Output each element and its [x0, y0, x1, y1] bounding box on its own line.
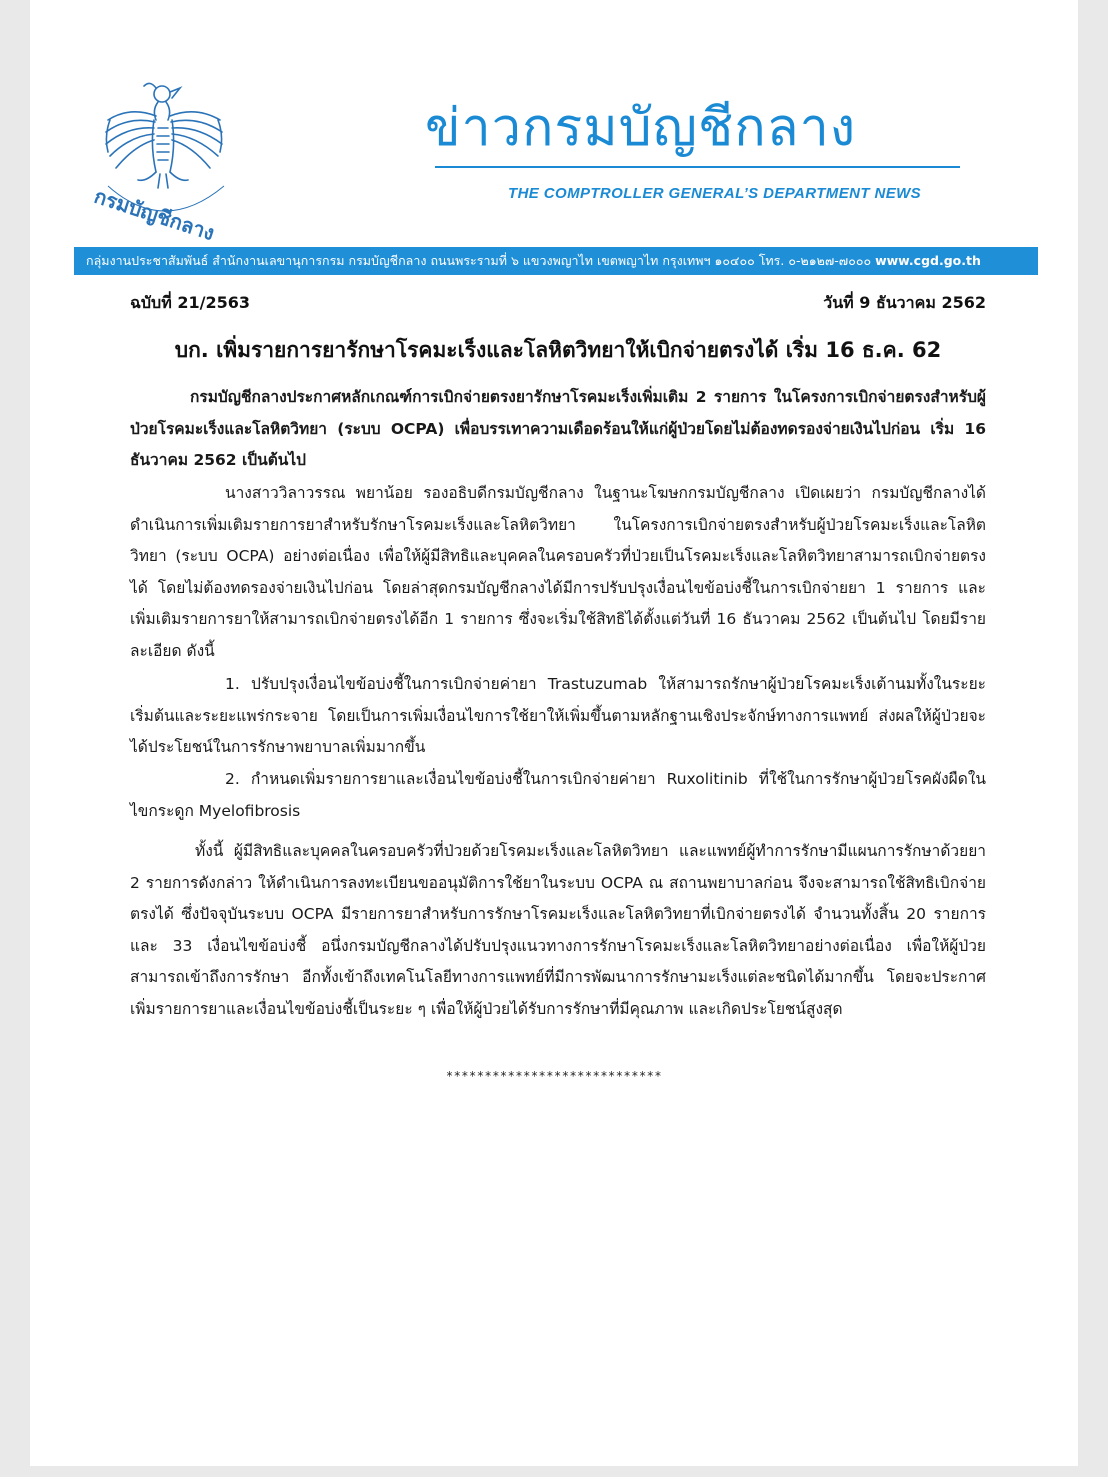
issue-date: วันที่ 9 ธันวาคม 2562	[823, 293, 986, 312]
logo-caption: กรมบัญชีกลาง	[91, 183, 218, 246]
end-marker: ****************************	[445, 1069, 663, 1083]
website-link[interactable]: www.cgd.go.th	[875, 253, 981, 268]
contact-info-bar	[74, 247, 1038, 275]
list-item-trastuzumab: 1. ปรับปรุงเงื่อนไขข้อบ่งชี้ในการเบิกจ่ายค่ายา Trastuzumab ให้สามารถรักษาผู้ป่วยโรคมะเร็งเต้านมทั้งในระยะเริ่มต้นและระยะแพร่กระจาย โดยเป็นการเพิ่มเงื่อนไขการใช้ยาให้เพิ่มขึ้นตามหลักฐานเชิงประจักษ์ทางการแพทย์ ส่งผลให้ผู้ป่วยจะได้ประโยชน์ในการรักษาพยาบาลเพิ่มมากขึ้น	[130, 675, 986, 756]
news-headline: บก. เพิ่มรายการยารักษาโรคมะเร็งและโลหิตวิทยาให้เบิกจ่ายตรงได้ เริ่ม 16 ธ.ค. 62	[174, 338, 942, 362]
issue-date-row	[130, 290, 986, 316]
closing-paragraph: ทั้งนี้ ผู้มีสิทธิและบุคคลในครอบครัวที่ป่วยด้วยโรคมะเร็งและโลหิตวิทยา และแพทย์ผู้ทำการรักษามีแผนการรักษาด้วยยา 2 รายการดังกล่าว ให้ดำเนินการลงทะเบียนขออนุมัติการใช้ยาในระบบ OCPA ณ สถานพยาบาลก่อน จึงจะสามารถใช้สิทธิเบิกจ่ายตรงได้ ซึ่งปัจจุบันระบบ OCPA มีรายการยาสำหรับการรักษาโรคมะเร็งและโลหิตวิทยาที่เบิกจ่ายตรงได้ จำนวนทั้งสิ้น 20 รายการ และ 33 เงื่อนไขข้อบ่งชี้ อนึ่งกรมบัญชีกลางได้ปรับปรุงแนวทางการรักษาโรคมะเร็งและโลหิตวิทยาอย่างต่อเนื่อง เพื่อให้ผู้ป่วยสามารถเข้าถึงการรักษา อีกทั้งเข้าถึงเทคโนโลยีทางการแพทย์ที่มีการพัฒนาการรักษามะเร็งแต่ละชนิดได้มากขึ้น โดยจะประกาศเพิ่มรายการยาและเงื่อนไขข้อบ่งชี้เป็นระยะ ๆ เพื่อให้ผู้ป่วยได้รับการรักษาที่มีคุณภาพ และเกิดประโยชน์สูงสุด	[130, 842, 986, 1018]
department-address: กลุ่มงานประชาสัมพันธ์ สำนักงานเลขานุการกรม กรมบัญชีกลาง ถนนพระรามที่ ๖ แขวงพญาไท เขตพญาไท กรุงเทพฯ ๑๐๔๐๐ โทร. ๐-๒๑๒๗-๗๐๐๐	[86, 253, 872, 268]
document-page	[30, 0, 1078, 1466]
issue-number: ฉบับที่ 21/2563	[130, 293, 250, 312]
masthead-title: ข่าวกรมบัญชีกลาง	[425, 98, 857, 158]
masthead-subtitle: THE COMPTROLLER GENERAL’S DEPARTMENT NEWS	[508, 185, 922, 202]
body-paragraph: นางสาววิลาวรรณ พยาน้อย รองอธิบดีกรมบัญชีกลาง ในฐานะโฆษกกรมบัญชีกลาง เปิดเผยว่า กรมบัญชีกลางได้ดำเนินการเพิ่มเติมรายการยาสำหรับรักษาโรคมะเร็งและโลหิตวิทยา ในโครงการเบิกจ่ายตรงสำหรับผู้ป่วยโรคมะเร็งและโลหิตวิทยา (ระบบ OCPA) อย่างต่อเนื่อง เพื่อให้ผู้มีสิทธิและบุคคลในครอบครัวที่ป่วยเป็นโรคมะเร็งและโลหิตวิทยาสามารถเบิกจ่ายตรงได้ โดยไม่ต้องทดรองจ่ายเงินไปก่อน โดยล่าสุดกรมบัญชีกลางได้มีการปรับปรุงเงื่อนไขข้อบ่งชี้ในการเบิกจ่ายยา 1 รายการ และเพิ่มเติมรายการยาให้สามารถเบิกจ่ายตรงได้อีก 1 รายการ ซึ่งจะเริ่มใช้สิทธิได้ตั้งแต่วันที่ 16 ธันวาคม 2562 เป็นต้นไป โดยมีรายละเอียด ดังนี้	[130, 484, 986, 660]
masthead-underline	[435, 166, 960, 168]
lead-paragraph: กรมบัญชีกลางประกาศหลักเกณฑ์การเบิกจ่ายตรงยารักษาโรคมะเร็งเพิ่มเติม 2 รายการ ในโครงการเบิกจ่ายตรงสำหรับผู้ป่วยโรคมะเร็งและโลหิตวิทยา (ระบบ OCPA) เพื่อบรรเทาความเดือดร้อนให้แก่ผู้ป่วยโดยไม่ต้องทดรองจ่ายเงินไปก่อน เริ่ม 16 ธันวาคม 2562 เป็นต้นไป	[130, 388, 986, 469]
list-item-ruxolitinib: 2. กำหนดเพิ่มรายการยาและเงื่อนไขข้อบ่งชี้ในการเบิกจ่ายค่ายา Ruxolitinib ที่ใช้ในการรักษาผู้ป่วยโรคผังผืดในไขกระดูก Myelofibrosis	[130, 770, 986, 820]
